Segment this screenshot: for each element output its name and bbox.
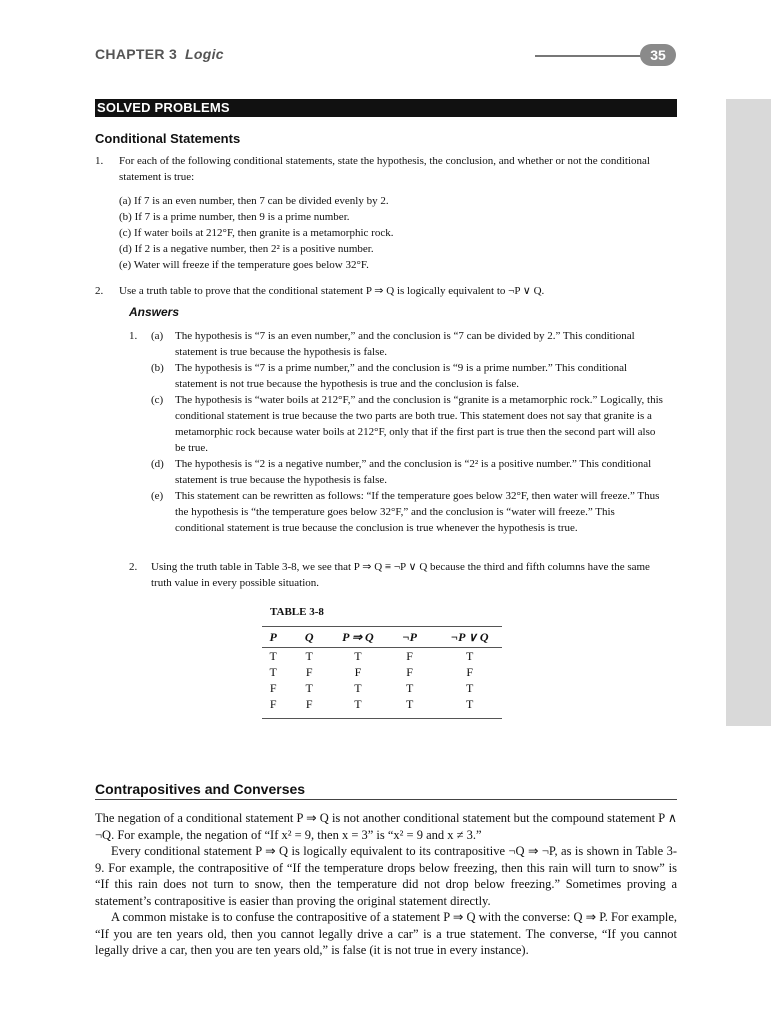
paragraph-contrapositive: Every conditional statement P ⇒ Q is logically equivalent to its contrapositive ¬Q ⇒ ¬P, as is shown in Table 3-9. For example, the contrapositive of “If the temperature drops below freezing, then this rain will turn to snow” is “If this rain does not turn to snow, then the temperature did not drop below freezing.” Sometimes proving a statement’s contrapositive is easier than proving the original statement directly. [95,844,677,908]
table-cell: T [305,681,313,695]
table-cell: T [437,696,502,719]
answer-1d-label: (d) [151,458,164,470]
table-cell: F [466,665,474,679]
section-rule [95,799,677,800]
paragraph-negation: The negation of a conditional statement P ⇒ Q is not another conditional statement but the compound statement P ∧ ¬Q. For example, the negation of “If x² = 9, then x = 3” is “x² = 9 and x ≠ 3.” [95,811,677,842]
table-cell: F [406,649,413,663]
section-heading-contrapositives: Contrapositives and Converses [95,781,306,797]
page-header [95,44,677,68]
table-cell: F [284,696,334,719]
side-tab [726,99,771,726]
problem-1-item-e: (e) Water will freeze if the temperature goes below 32°F. [119,259,369,271]
problem-2-number: 2. [95,285,104,297]
table-row [262,648,502,665]
problem-1-number: 1. [95,155,104,167]
paragraph-converse: A common mistake is to confuse the contrapositive of a statement P ⇒ Q with the converse: Q ⇒ P. For example, “If you are ten years old, then you cannot legally drive a car” is a true statement. The converse, “If you cannot legally drive a car, then you are ten years old,” is false (it is not true in every instance). [95,910,677,957]
table-cell: T [269,649,277,663]
truth-table [262,626,502,719]
column-header: Q [284,627,334,648]
column-header: ¬P ∨ Q [437,627,502,648]
table-title: TABLE 3-8 [270,606,324,618]
banner-title: SOLVED PROBLEMS [97,100,230,115]
chapter-topic: Logic [185,46,224,62]
answer-1a-label: (a) [151,330,164,342]
chapter-heading [95,46,224,62]
column-header: ¬P [382,627,438,648]
answer-1a-text: The hypothesis is “7 is an even number,” and the conclusion is “7 can be divided by 2.” This conditional statement is true because the hypothesis is false. [175,330,635,358]
table-cell: F [354,665,362,679]
answer-1e-label: (e) [151,490,164,502]
column-header: P [262,627,284,648]
table-cell: T [382,696,438,719]
table-cell: F [262,696,284,719]
table-cell: T [466,649,474,663]
table-header-row [262,627,502,648]
table-cell: T [269,665,277,679]
table-cell: T [466,681,474,695]
answers-label: Answers [129,305,180,319]
table-cell: F [305,665,313,679]
problem-2-text: Use a truth table to prove that the conditional statement P ⇒ Q is logically equivalent to ¬P ∨ Q. [119,285,545,297]
table-cell: F [269,681,277,695]
table-row [262,696,502,719]
solved-problems-banner [95,99,677,117]
problem-1-item-c: (c) If water boils at 212°F, then granite is a metamorphic rock. [119,227,394,239]
table-cell: F [406,665,413,679]
problem-1-item-b: (b) If 7 is a prime number, then 9 is a prime number. [119,211,350,223]
answer-2-text: Using the truth table in Table 3-8, we see that P ⇒ Q ≡ ¬P ∨ Q because the third and fifth columns have the same truth value in every possible situation. [151,561,650,589]
problem-1-item-d: (d) If 2 is a negative number, then 2² is a positive number. [119,243,374,255]
answer-1b-text: The hypothesis is “7 is a prime number,” and the conclusion is “9 is a prime number.” This conditional statement is not true because the hypothesis is true and the conclusion is false. [175,362,628,390]
table-cell: T [354,681,362,695]
header-rule [535,55,645,57]
section-heading-conditional: Conditional Statements [95,131,241,146]
answer-1e-text: This statement can be rewritten as follows: “If the temperature goes below 32°F, then water will freeze.” Thus the hypothesis is “the temperature goes below 32°F,” and the conclusion is “water will freeze.” This conditional statement is true because the conclusion is true whenever the hypothesis is true. [175,490,660,534]
table-row [262,680,502,696]
answer-1-number: 1. [129,330,138,342]
column-header: P ⇒ Q [334,627,382,648]
chapter-label: CHAPTER 3 [95,46,178,62]
answer-1c-text: The hypothesis is “water boils at 212°F,” and the conclusion is “granite is a metamorphic rock.” Logically, this conditional statement is true because the two parts are both true. This statement does not say that granite is a metamorphic rock because water boils at 212°F, only that if the first part is true then the second part will also be true. [175,394,663,454]
table-cell: T [405,681,414,695]
problem-1-item-a: (a) If 7 is an even number, then 7 can be divided evenly by 2. [119,195,389,207]
problem-1-text: For each of the following conditional statements, state the hypothesis, the conclusion, and whether or not the conditional statement is true: [119,155,650,183]
answer-1c-label: (c) [151,394,164,406]
answer-1d-text: The hypothesis is “2 is a negative number,” and the conclusion is “2² is a positive number.” This conditional statement is true because the hypothesis is false. [175,458,652,486]
table-cell: T [354,649,362,663]
answer-1b-label: (b) [151,362,164,374]
table-row [262,664,502,680]
table-cell: T [334,696,382,719]
answer-2-number: 2. [129,561,138,573]
page-number: 35 [640,44,676,66]
table-cell: T [305,649,313,663]
